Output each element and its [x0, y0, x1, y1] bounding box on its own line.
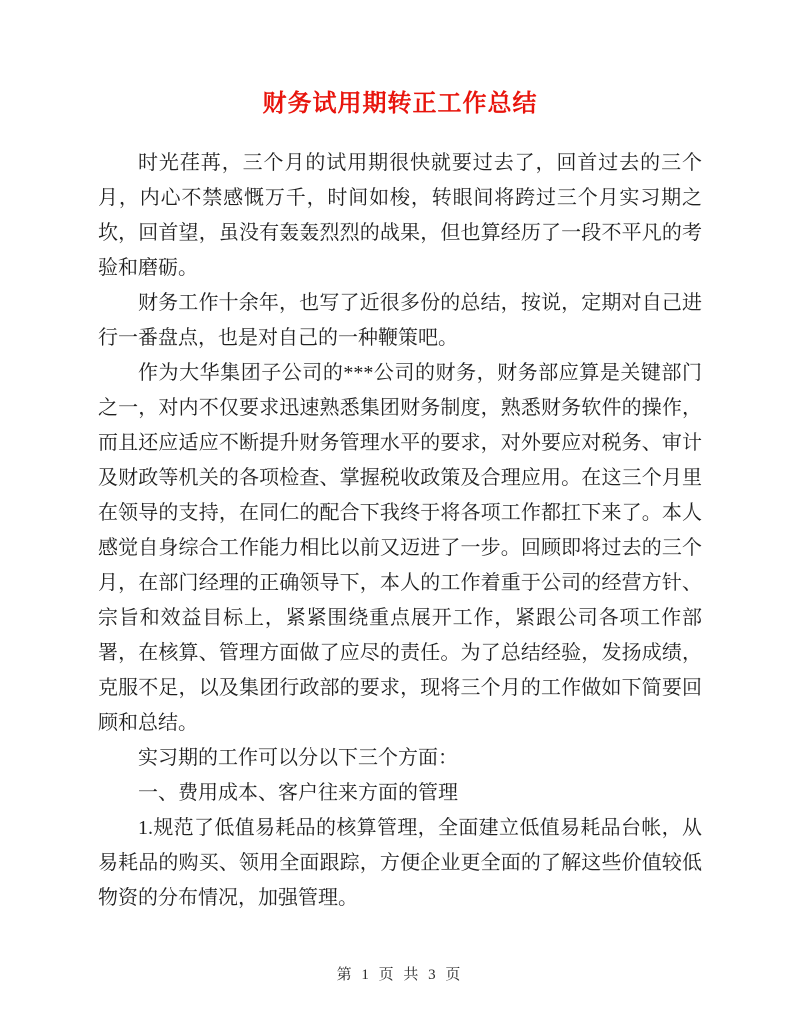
paragraph-self-review: 财务工作十余年，也写了近很多份的总结，按说，定期对自己进行一番盘点，也是对自己的一种鞭策吧。 [98, 292, 702, 349]
paragraph-intro: 时光荏苒，三个月的试用期很快就要过去了，回首过去的三个月，内心不禁感慨万千，时间如梭，转眼间将跨过三个月实习期之坎，回首望，虽没有轰轰烈烈的战果，但也算经历了一段不平凡的考验和磨砺。 [98, 152, 702, 279]
document-body [98, 146, 702, 916]
paragraph-three-aspects-lead: 实习期的工作可以分以下三个方面： [138, 747, 458, 769]
paragraph-company-role: 作为大华集团子公司的***公司的财务，财务部应算是关键部门之一，对内不仅要求迅速熟悉集团财务制度，熟悉财务软件的操作，而且还应适应不断提升财务管理水平的要求，对外要应对税务、审计及财政等机关的各项检查、掌握税收政策及合理应用。在这三个月里在领导的支持，在同仁的配合下我终于将各项工作都扛下来了。本人感觉自身综合工作能力相比以前又迈进了一步。回顾即将过去的三个月，在部门经理的正确领导下，本人的工作着重于公司的经营方针、宗旨和效益目标上，紧紧围绕重点展开工作，紧跟公司各项工作部署，在核算、管理方面做了应尽的责任。为了总结经验，发扬成绩，克服不足，以及集团行政部的要求，现将三个月的工作做如下简要回顾和总结。 [98, 362, 702, 734]
paragraph-section-heading-1: 一、费用成本、客户往来方面的管理 [138, 782, 458, 804]
page-number-footer: 第 1 页 共 3 页 [336, 967, 464, 983]
paragraph-item-1: 1.规范了低值易耗品的核算管理，全面建立低值易耗品台帐，从易耗品的购买、领用全面跟踪，方便企业更全面的了解这些价值较低物资的分布情况，加强管理。 [98, 817, 702, 909]
document-title: 财务试用期转正工作总结 [262, 90, 538, 117]
